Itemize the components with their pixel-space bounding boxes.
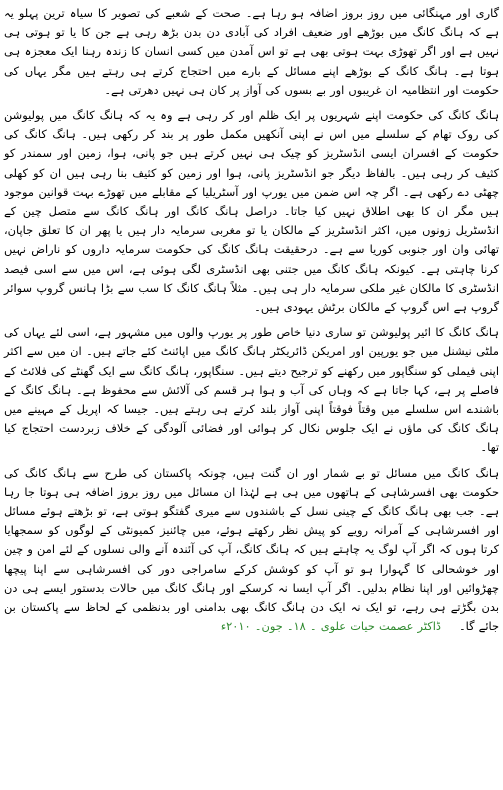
article-paragraph-4-text: ہانگ کانگ میں مسائل تو بے شمار اور ان گنت ہیں، چونکہ پاکستان کی طرح سے ہانگ کانگ کی حکومت بھی افسرشاہی کے ہاتھوں میں ہی ہے لہٰذا ان مسائل میں روز بروز اضافہ ہی ہوتا جا رہا ہے۔ جب بھی ہانگ کانگ کے چینی نسل کے باشندوں سے میری گفتگو ہوتی ہے، تو بڑھتے ہوئے مسائل اور افسرشاہی کے آمرانہ رویے کو پیش نظر رکھتے ہوئے، میں چائنیز کمیونٹی کے لوگوں کو سمجھایا کرتا ہوں کہ اگر آپ لوگ یہ چاہتے ہیں کہ ہانگ کانگ، آپ کی آئندہ آنے والی نسلوں کے لئے امن و چین اور خوشحالی کا گہوارا ہو تو آپ کو کوشش کرکے سامراجی دور کی افسرشاہی سے اپنا پیچھا چھڑوائیں اور اپنا نظام بدلیں۔ اگر آپ ایسا نہ کرسکے اور ہانگ کانگ میں حالات بدستور ایسے ہی دن بدن بگڑتے ہی رہے، تو ایک نہ ایک دن ہانگ کانگ بھی بدامنی اور بدنظمی کے لحاظ سے پاکستان بن جائے گا۔ [4,465,499,634]
article-paragraph-4 [4,464,499,637]
article-paragraph-2: ہانگ کانگ کی حکومت اپنے شہریوں پر ایک ظلم اور کر رہی ہے وہ یہ کہ ہانگ کانگ میں پولیوشن کی روک تھام کے سلسلے میں اس نے اپنی آنکھیں مکمل طور پر بند کر رکھی ہیں۔ ہانگ کانگ کی حکومت کے افسران ایسی انڈسٹریز کو چیک ہی نہیں کرتے ہیں جو پانی، ہوا، زمین اور سمندر کو کثیف کر رہی ہیں۔ بالفاظ دیگر جو انڈسٹریز پانی، ہوا اور زمین کو کثیف بنا رہی ہیں ان کو کھلی چھٹی دے رکھی ہے۔ اگر چہ اس ضمن میں یورپ اور آسٹریلیا کے مقابلے میں تھوڑے بہت قوانین موجود ہیں مگر ان کا بھی اطلاق نہیں کیا جاتا۔ دراصل ہانگ کانگ اور ہانگ کانگ سے متصل چین کے انڈسٹریل زونوں میں، اکثر انڈسٹریز کے مالکان یا تو مغربی سرمایہ دار ہیں یا پھر ان کا تعلق جاپان، تھائی وان اور جنوبی کوریا سے ہے۔ درحقیقت ہانگ کانگ کی حکومت سرمایہ داروں کو ناراض نہیں کرنا چاہتی ہے۔ کیونکہ ہانگ کانگ میں جتنی بھی انڈسٹری لگی ہوئی ہے، اس میں سے اسی فیصد انڈسٹری کا مالکان غیر ملکی سرمایہ دار ہی ہیں۔ مثلاً ہانگ کانگ کا سب سے بڑا ہانس گروپ سوائر گروپ ہے اس گروپ کے مالکان برٹش یہودی ہیں۔ [4,108,499,315]
author-signature: ڈاکٹر عصمت حیات علوی ۔ ۱۸۔ جون۔ ۲۰۱۰ء [220,619,441,634]
article-paragraph-3: ہانگ کانگ کا ائیر پولیوشن تو ساری دنیا خاص طور پر یورپ والوں میں مشہور ہے، اسی لئے یہاں کی ملٹی نیشنل میں جو یورپین اور امریکن ڈائریکٹر ہانگ کانگ میں اپائنٹ کئے جاتے ہیں۔ ان میں سے اکثر اپنی فیملی کو سنگاپور میں رکھنے کو ترجیح دیتے ہیں۔ سنگاپور، ہانگ کانگ سے ایک گھنٹے کی فلائٹ کے فاصلے پر ہے، کہا جاتا ہے کہ وہاں کی آب و ہوا ہر قسم کی آلائش سے محفوظ ہے۔ ہانگ کانگ کے باشندے اس سلسلے میں وقتاً فوقتاً اپنی آواز بلند کرتے ہی رہتے ہیں۔ جیسا کہ اپریل کے مہینے میں ہانگ کانگ کی ماؤں نے ایک جلوس نکال کر ہوائی اور فضائی آلودگی کے خلاف زبردست احتجاج کیا تھا۔ [4,325,499,455]
article-paragraph-1: گاری اور مہنگائی میں روز بروز اضافہ ہو رہا ہے۔ صحت کے شعبے کی تصویر کا سیاہ ترین پہلو یہ ہے کہ ہانگ کانگ میں بوڑھے اور ضعیف افراد کی آبادی دن بدن بڑھ رہی ہے جن کا یا تو ہوتی ہی نہیں ہے اور اگر تھوڑی بہت ہوتی بھی ہے تو اس آمدن میں کسی انسان کا زندہ رہنا ایک معجزہ ہی ہوتا ہے۔ ہانگ کانگ کے بوڑھے اپنے مسائل کے بارے میں احتجاج کرتے ہی رہتے ہیں مگر یہاں کی حکومت اور انتظامیہ ان غریبوں اور بے بسوں کی آواز پر کان ہی نہیں دھرتی ہے۔ [4,6,499,97]
